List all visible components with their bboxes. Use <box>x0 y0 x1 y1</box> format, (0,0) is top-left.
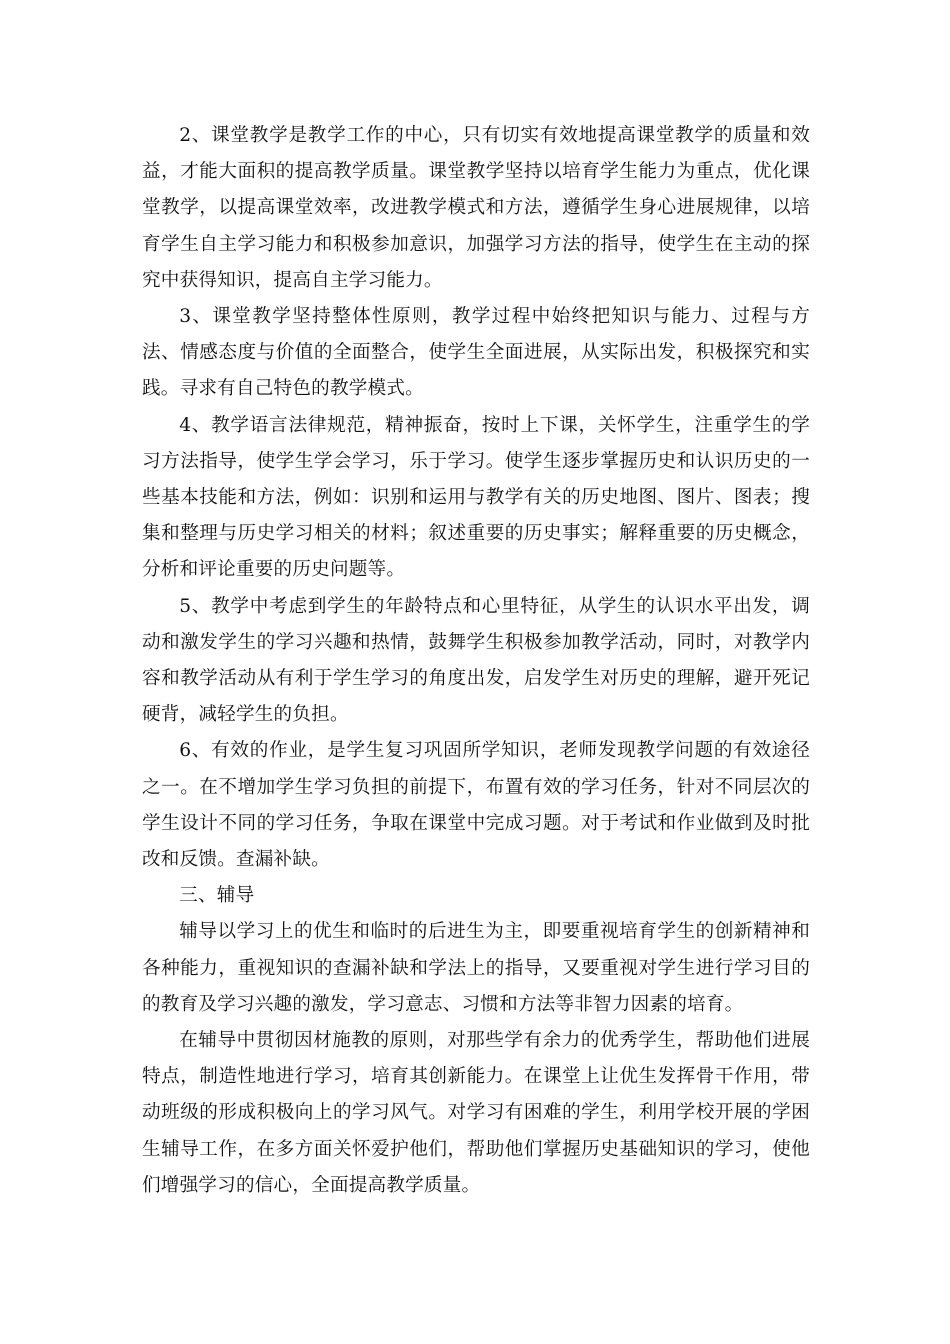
paragraph-tutoring-focus: 辅导以学习上的优生和临时的后进生为主，即要重视培育学生的创新精神和各种能力，重视知识的查漏补缺和学法上的指导，又要重视对学生进行学习目的的教育及学习兴趣的激发，学习意志、习惯和方法等非智力因素的培育。 <box>142 921 810 1015</box>
paragraph-item-4: 4、教学语言法律规范，精神振奋，按时上下课，关怀学生，注重学生的学习方法指导，使学生学会学习，乐于学习。使学生逐步掌握历史和认识历史的一些基本技能和方法，例如：识别和运用与教学有关的历史地图、图片、图表；搜集和整理与历史学习相关的材料；叙述重要的历史事实；解释重要的历史概念，分析和评论重要的历史问题等。 <box>142 414 810 581</box>
paragraph-item-5: 5、教学中考虑到学生的年龄特点和心里特征，从学生的认识水平出发，调动和激发学生的学习兴趣和热情，鼓舞学生积极参加教学活动，同时，对教学内容和教学活动从有利于学生学习的角度出发，启发学生对历史的理解，避开死记硬背，减轻学生的负担。 <box>142 595 810 726</box>
paragraph-item-6: 6、有效的作业，是学生复习巩固所学知识，老师发现教学问题的有效途径之一。在不增加学生学习负担的前提下，布置有效的学习任务，针对不同层次的学生设计不同的学习任务，争取在课堂中完成习题。对于考试和作业做到及时批改和反馈。查漏补缺。 <box>142 740 810 871</box>
section-heading-tutoring: 三、辅导 <box>179 885 255 907</box>
paragraph-tutoring-method: 在辅导中贯彻因材施教的原则，对那些学有余力的优秀学生，帮助他们进展特点，制造性地进行学习，培育其创新能力。在课堂上让优生发挥骨干作用，带动班级的形成积极向上的学习风气。对学习有困难的学生，利用学校开展的学困生辅导工作，在多方面关怀爱护他们，帮助他们掌握历史基础知识的学习，使他们增强学习的信心，全面提高教学质量。 <box>142 1030 810 1196</box>
paragraph-item-3: 3、课堂教学坚持整体性原则，教学过程中始终把知识与能力、过程与方法、情感态度与价值的全面整合，使学生全面进展，从实际出发，积极探究和实践。寻求有自己特色的教学模式。 <box>142 306 810 400</box>
paragraph-item-2: 2、课堂教学是教学工作的中心，只有切实有效地提高课堂教学的质量和效益，才能大面积的提高教学质量。课堂教学坚持以培育学生能力为重点，优化课堂教学，以提高课堂效率，改进教学模式和方法，遵循学生身心进展规律，以培育学生自主学习能力和积极参加意识，加强学习方法的指导，使学生在主动的探究中获得知识，提高自主学习能力。 <box>142 125 810 291</box>
document-body <box>142 118 810 1204</box>
